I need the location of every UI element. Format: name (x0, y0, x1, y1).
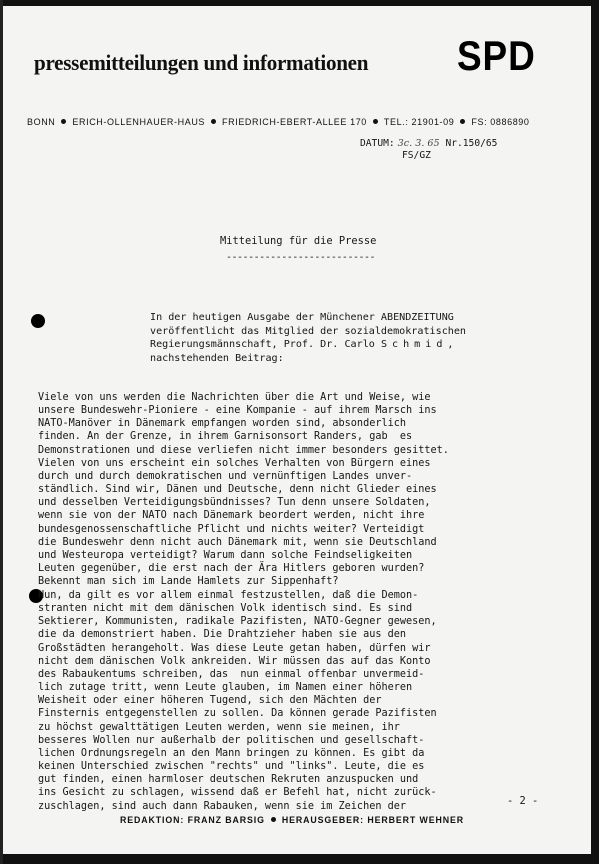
intro-line: nachstehenden Beitrag: (150, 352, 284, 364)
text-line: die da demonstriert haben. Die Drahtzieher haben sie aus den (38, 629, 407, 641)
text-line: Sektierer, Kommunisten, radikale Pazifisten, NATO-Gegner gewesen, (38, 616, 437, 628)
date-value: 3c. 3. 65 (397, 138, 440, 149)
intro-line: In der heutigen Ausgabe der Münchener ABENDZEITUNG (150, 312, 454, 323)
scan-border-bottom (0, 854, 599, 864)
text-line: Demonstrationen und diese verliefen nicht immer besonders gesittet. (38, 444, 449, 456)
date-line (360, 138, 497, 149)
scan-border-right (591, 0, 599, 864)
letterhead-heading: pressemitteilungen und informationen (34, 50, 369, 75)
text-line: wenn sie von der NATO nach Dänemark beordert werden, nicht ihre (38, 510, 425, 522)
document-title: Mitteilung für die Presse (220, 235, 377, 247)
page-number: - 2 - (507, 795, 539, 807)
text-line: ständlich. Sind wir, Dänen und Deutsche, denn nicht Glieder eines (38, 484, 437, 496)
address-street: FRIEDRICH-EBERT-ALLEE 170 (222, 117, 367, 127)
address-phone: TEL.: 21901-09 (383, 117, 455, 127)
text-line: des Rabaukentums schreiben, das nun einmal offenbar unvermeid- (38, 668, 425, 680)
text-line: und desselben Verteidigungsbündnisses? Tun denn unsere Soldaten, (38, 497, 431, 509)
bullet-icon (61, 119, 66, 124)
intro-paragraph (150, 311, 570, 365)
bullet-icon (271, 817, 276, 822)
text-line: zuschlagen, sind auch dann Rabauken, wenn sie im Zeichen der (38, 800, 407, 812)
text-line: Vielen von uns erscheint ein solches Verhalten von Bürgern eines (38, 457, 431, 469)
bullet-icon (460, 119, 465, 124)
address-building: ERICH-OLLENHAUER-HAUS (72, 117, 206, 127)
text-line: Weisheit oder einer höheren Tugend, sich den Mächten der (38, 695, 382, 707)
reference-initials: FS/GZ (402, 150, 431, 161)
bullet-icon (373, 119, 378, 124)
text-line: Finsternis entgegenstellen zu sollen. Da können gerade Pazifisten (38, 708, 437, 720)
text-line: keinen Unterschied zwischen "rechts" und "links". Leute, die es (38, 761, 425, 773)
punch-hole-upper (31, 314, 45, 328)
scan-border-left (0, 0, 3, 864)
body-paragraph-2 (38, 589, 583, 813)
footer-credits (120, 815, 464, 825)
text-line: Großstädten herangeholt. Was diese Leute getan haben, dürfen wir (38, 642, 431, 654)
spd-logo: SPD (457, 32, 536, 79)
text-line: lichen Ordnungsregeln an den Mann bringen zu können. Es gibt da (38, 747, 425, 759)
letterhead-address (27, 117, 530, 127)
bullet-icon (211, 119, 216, 124)
title-underline: --------------------------- (226, 252, 376, 263)
body-paragraph-1 (38, 391, 583, 588)
address-telex: FS: 0886890 (471, 117, 530, 127)
address-city: BONN (27, 117, 56, 127)
intro-line-text: Regierungsmännschaft, Prof. Dr. Carlo (150, 339, 375, 350)
scan-border-top (0, 0, 599, 6)
author-name: Schmid, (380, 339, 459, 350)
text-line: zu höchst gewalttätigen Leuten werden, wenn sie meinen, ihr (38, 721, 400, 733)
text-line: bundesgenossenschaftliche Pflicht und nichts weiter? Verteidigt (38, 523, 425, 535)
text-line: durch und durch demokratischen und vernünftigen Landes unver- (38, 470, 413, 482)
text-line: finden. An der Grenze, in ihrem Garnisonsort Randers, gab es (38, 431, 413, 443)
text-line: besseres Wollen nur außerhalb der politischen und gesellschaft- (38, 734, 425, 746)
text-line: Bekennt man sich im Lande Hamlets zur Sippenhaft? (38, 576, 339, 588)
text-line: unsere Bundeswehr-Pioniere - eine Kompanie - auf ihrem Marsch ins (38, 405, 437, 417)
intro-line: veröffentlicht das Mitglied der sozialdemokratischen (150, 325, 467, 337)
text-line: stranten nicht mit dem dänischen Volk identisch sind. Es sind (38, 603, 413, 615)
text-line: Leuten gegenüber, die erst nach der Ära Hitlers geboren wurden? (38, 563, 425, 575)
text-line: NATO-Manöver in Dänemark empfangen worden sind, absonderlich (38, 418, 407, 430)
text-line: ins Gesicht zu schlagen, wissend daß er Befehl hat, nicht zurück- (38, 787, 437, 799)
intro-line (150, 338, 570, 352)
text-line: nicht dem dänischen Volk ankreiden. Wir müssen das auf das Konto (38, 655, 431, 667)
text-line: lich zutage tritt, wenn Leute glauben, im Namen einer höheren (38, 682, 413, 694)
text-line: gut finden, einen harmloser deutschen Rekruten anzuspucken und (38, 774, 419, 786)
text-line: und Westeuropa verteidigt? Warum dann solche Feindseligkeiten (38, 549, 413, 561)
date-label: DATUM: (360, 138, 395, 149)
footer-publisher: HERAUSGEBER: HERBERT WEHNER (281, 815, 464, 825)
text-line: Nun, da gilt es vor allem einmal festzustellen, daß die Demon- (38, 590, 419, 601)
footer-editor: REDAKTION: FRANZ BARSIG (120, 815, 265, 825)
text-line: Viele von uns werden die Nachrichten über die Art und Weise, wie (38, 392, 431, 403)
text-line: die Bundeswehr denn nicht auch Dänemark mit, wenn sie Deutschland (38, 536, 437, 548)
document-number: Nr.150/65 (445, 138, 498, 149)
